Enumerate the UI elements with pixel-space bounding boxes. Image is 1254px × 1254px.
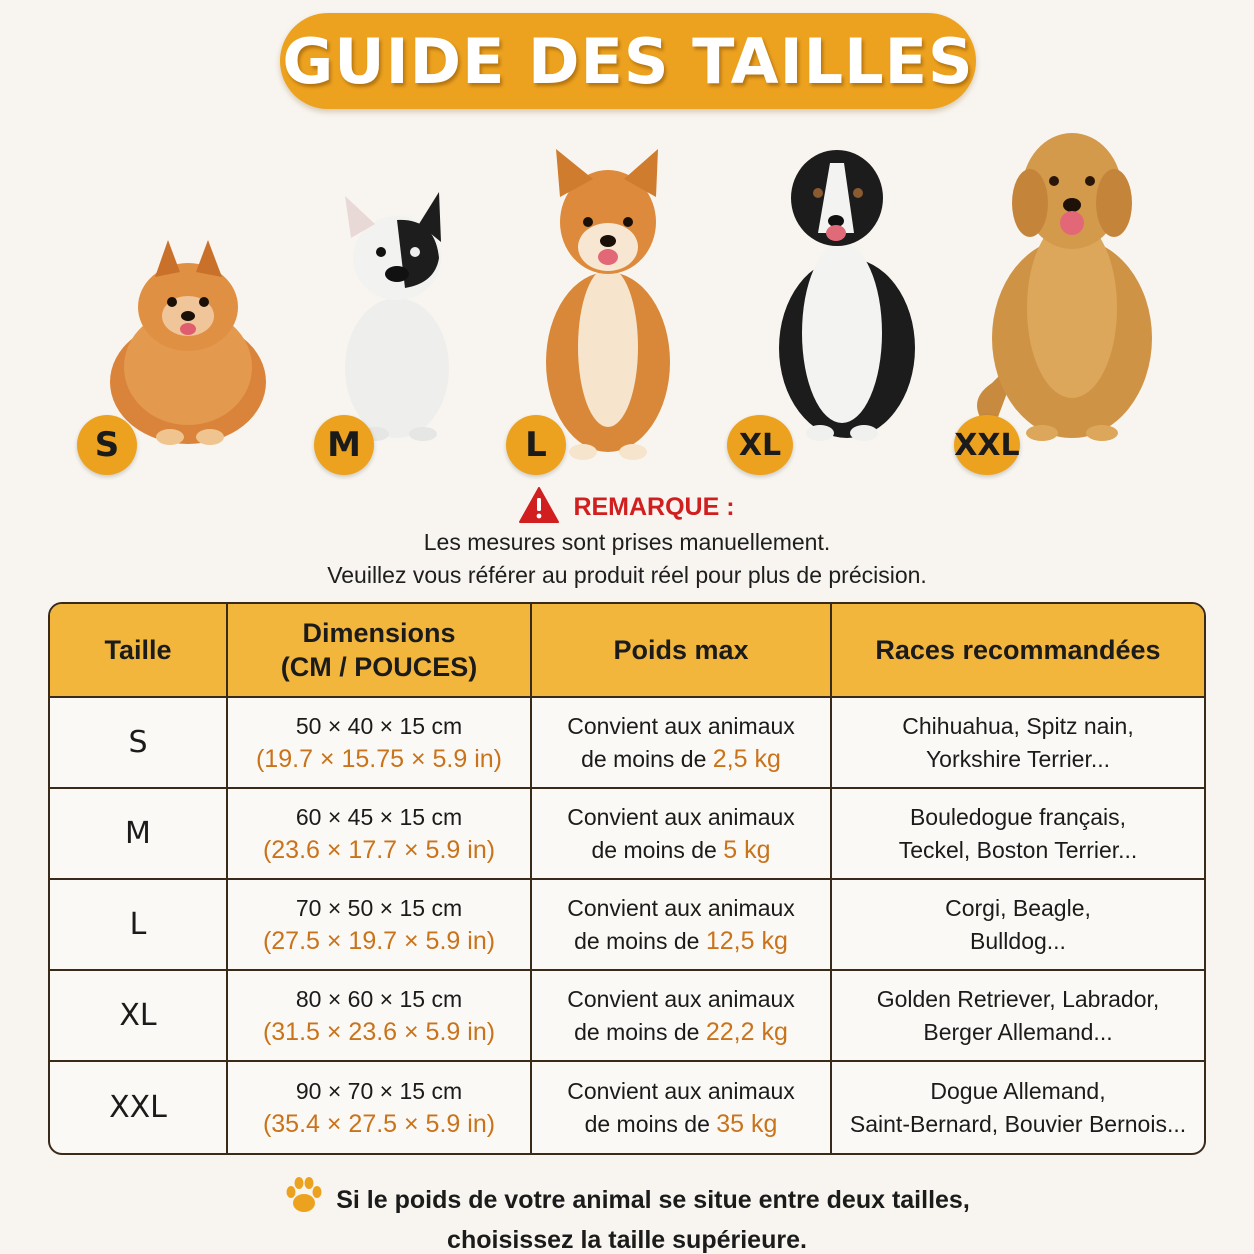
- dog-image-l: [538, 147, 678, 462]
- table-cell-size: [50, 880, 228, 971]
- table-cell-breeds: [832, 1062, 1204, 1153]
- weight-value: 22,2 kg: [705, 1017, 788, 1046]
- warning-triangle-icon: [519, 487, 559, 528]
- table-cell-dimensions: [228, 698, 532, 789]
- header-dimensions: [228, 604, 532, 698]
- size-label: M: [125, 816, 151, 851]
- table-cell-dimensions: [228, 789, 532, 880]
- dog-image-m: [335, 188, 465, 443]
- weight-prefix: de moins de: [574, 1018, 706, 1045]
- breeds-line-2: Yorkshire Terrier...: [925, 745, 1111, 772]
- weight-value: 12,5 kg: [705, 926, 788, 955]
- size-badge-xxl: XXL: [954, 415, 1020, 475]
- dimensions-cm: 80 × 60 × 15 cm: [295, 985, 463, 1012]
- table-cell-weight: [532, 698, 832, 789]
- size-table: [48, 602, 1206, 1155]
- paw-icon: [284, 1176, 324, 1223]
- remark-line-1: Les mesures sont prises manuellement.: [423, 529, 831, 555]
- weight-value: 35 kg: [716, 1109, 778, 1138]
- size-badge-m: M: [314, 415, 374, 475]
- weight-line-1: Convient aux animaux: [567, 1077, 795, 1104]
- breeds-line-1: Golden Retriever, Labrador,: [876, 985, 1160, 1012]
- table-cell-breeds: [832, 789, 1204, 880]
- weight-prefix: de moins de: [574, 927, 706, 954]
- breeds-line-1: Chihuahua, Spitz nain,: [902, 712, 1134, 739]
- table-cell-size: [50, 971, 228, 1062]
- weight-line-2: [581, 743, 781, 776]
- footer-note: [0, 1176, 1254, 1254]
- weight-prefix: de moins de: [584, 1110, 717, 1137]
- weight-line-2: [574, 1016, 788, 1049]
- header-breeds-label: Races recommandées: [875, 635, 1161, 665]
- breeds-line-1: Bouledogue français,: [909, 803, 1127, 830]
- header-dimensions-line1: Dimensions: [302, 618, 456, 648]
- weight-prefix: de moins de: [591, 836, 724, 863]
- size-label: XXL: [109, 1090, 167, 1125]
- header-weight: [532, 604, 832, 698]
- dimensions-cm: 70 × 50 × 15 cm: [295, 894, 463, 921]
- size-badge-xl: XL: [727, 415, 793, 475]
- weight-line-1: Convient aux animaux: [567, 803, 795, 830]
- dimensions-inches: (27.5 × 19.7 × 5.9 in): [262, 926, 496, 955]
- breeds-line-2: Saint-Bernard, Bouvier Bernois...: [849, 1110, 1187, 1137]
- table-cell-dimensions: [228, 880, 532, 971]
- size-label: S: [128, 725, 148, 760]
- weight-prefix: de moins de: [581, 745, 713, 772]
- table-cell-weight: [532, 1062, 832, 1153]
- header-size: [50, 604, 228, 698]
- dimensions-cm: 50 × 40 × 15 cm: [295, 712, 463, 739]
- dog-image-xxl: [962, 123, 1167, 443]
- footer-line-2: choisissez la taille supérieure.: [447, 1226, 807, 1254]
- weight-line-1: Convient aux animaux: [567, 712, 795, 739]
- weight-value: 5 kg: [723, 835, 771, 864]
- size-badge-s: S: [77, 415, 137, 475]
- weight-line-1: Convient aux animaux: [567, 894, 795, 921]
- breeds-line-2: Berger Allemand...: [923, 1018, 1113, 1045]
- dimensions-inches: (31.5 × 23.6 × 5.9 in): [262, 1017, 496, 1046]
- weight-line-2: [574, 925, 788, 958]
- table-cell-breeds: [832, 971, 1204, 1062]
- dog-image-xl: [772, 133, 922, 443]
- header-dimensions-line2: (CM / POUCES): [280, 652, 478, 682]
- size-label: L: [129, 907, 147, 942]
- page-title-banner: [280, 13, 976, 109]
- dimensions-inches: (19.7 × 15.75 × 5.9 in): [255, 744, 502, 773]
- breeds-line-2: Bulldog...: [970, 927, 1066, 954]
- remark-title: REMARQUE :: [573, 492, 735, 521]
- dimensions-inches: (35.4 × 27.5 × 5.9 in): [262, 1109, 496, 1138]
- weight-line-1: Convient aux animaux: [567, 985, 795, 1012]
- weight-value: 2,5 kg: [712, 744, 781, 773]
- header-weight-label: Poids max: [613, 635, 749, 665]
- dog-image-s: [100, 232, 275, 447]
- remark-section: [0, 488, 1254, 592]
- table-cell-breeds: [832, 698, 1204, 789]
- weight-line-2: [585, 1108, 778, 1141]
- dimensions-inches: (23.6 × 17.7 × 5.9 in): [262, 835, 496, 864]
- footer-line-1: Si le poids de votre animal se situe entre deux tailles,: [336, 1185, 970, 1214]
- table-cell-weight: [532, 971, 832, 1062]
- dimensions-cm: 90 × 70 × 15 cm: [295, 1077, 463, 1104]
- remark-line-2: Veuillez vous référer au produit réel pour plus de précision.: [327, 562, 927, 588]
- header-breeds: [832, 604, 1204, 698]
- weight-line-2: [592, 834, 771, 867]
- size-badge-l: L: [506, 415, 566, 475]
- breeds-line-2: Teckel, Boston Terrier...: [898, 836, 1138, 863]
- table-cell-size: [50, 1062, 228, 1153]
- size-label: XL: [119, 998, 157, 1033]
- breeds-line-1: Corgi, Beagle,: [945, 894, 1091, 921]
- table-cell-weight: [532, 880, 832, 971]
- table-cell-weight: [532, 789, 832, 880]
- dimensions-cm: 60 × 45 × 15 cm: [295, 803, 463, 830]
- table-cell-size: [50, 789, 228, 880]
- breeds-line-1: Dogue Allemand,: [930, 1077, 1106, 1104]
- page-title: GUIDE DES TAILLES: [282, 24, 974, 98]
- table-cell-size: [50, 698, 228, 789]
- table-cell-breeds: [832, 880, 1204, 971]
- header-size-label: Taille: [104, 635, 172, 665]
- table-cell-dimensions: [228, 971, 532, 1062]
- table-cell-dimensions: [228, 1062, 532, 1153]
